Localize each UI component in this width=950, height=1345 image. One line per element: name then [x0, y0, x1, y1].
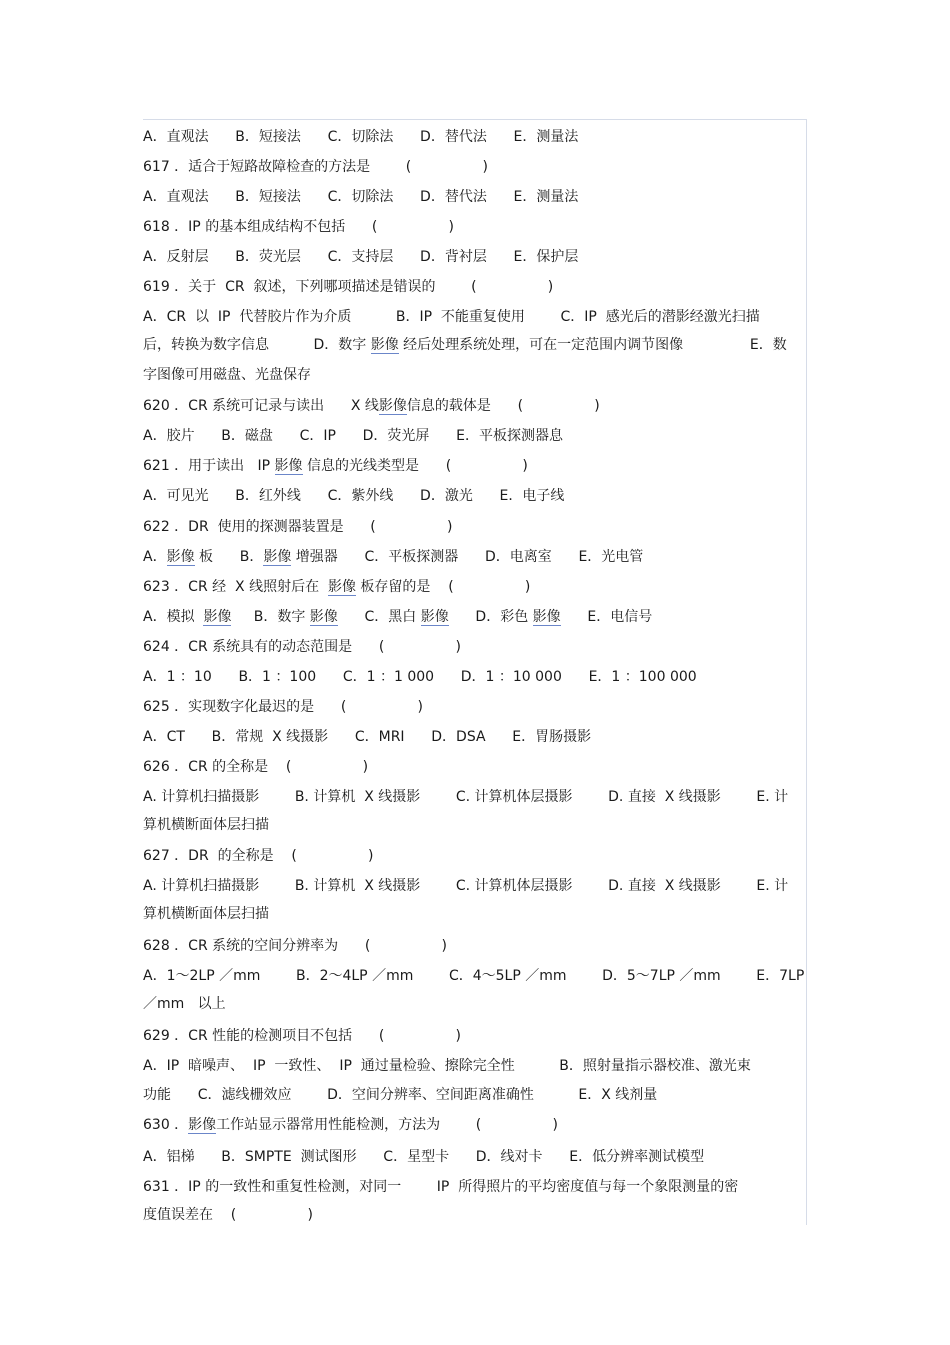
text-line	[143, 1173, 807, 1201]
text-segment: 619 ．关于 CR 叙述，下列哪项描述是错误的 ( )	[143, 279, 554, 295]
text-segment: A．铝梯 B．SMPTE 测试图形 C．星型卡 D．线对卡 E．低分辨率测试模型	[143, 1149, 705, 1165]
underlined-term: 影像	[188, 1117, 217, 1133]
underlined-term: 影像	[263, 549, 292, 565]
text-segment: C．黑白	[337, 609, 421, 625]
text-line	[143, 213, 807, 241]
text-line	[143, 303, 807, 331]
text-line	[143, 1143, 807, 1171]
underlined-term: 影像	[378, 398, 407, 414]
text-segment: A．1 ：10 B．1 ：100 C．1 ：1 000 D．1 ：10 000 E．1 ：100 000	[143, 669, 697, 685]
text-line	[143, 753, 807, 781]
text-line	[143, 1081, 807, 1109]
text-segment: 板存留的是 ( )	[355, 579, 531, 595]
underlined-term: 影像	[309, 609, 338, 625]
text-segment: 621 ．用于读出 IP	[143, 458, 275, 474]
text-line	[143, 361, 807, 389]
underlined-term: 影像	[532, 609, 561, 625]
text-segment: 625 ．实现数字化最迟的是 ( )	[143, 699, 423, 715]
text-line	[143, 482, 807, 510]
text-line	[143, 962, 807, 990]
text-line	[143, 633, 807, 661]
text-line	[143, 1201, 807, 1229]
text-line	[143, 331, 807, 359]
text-line	[143, 990, 807, 1018]
text-segment: 算机横断面体层扫描	[143, 817, 269, 833]
text-segment: 工作站显示器常用性能检测，方法为 ( )	[216, 1117, 558, 1133]
text-segment: 628 ．CR 系统的空间分辨率为 ( )	[143, 938, 447, 954]
text-line	[143, 123, 807, 151]
text-segment: 信息的光线类型是 ( )	[302, 458, 528, 474]
text-segment: A．胶片 B．磁盘 C．IP D．荧光屏 E．平板探测器息	[143, 428, 563, 444]
text-line	[143, 693, 807, 721]
text-segment: 功能 C．滤线栅效应 D．空间分辨率、空间距离准确性 E．X 线剂量	[143, 1087, 658, 1103]
text-segment: 624 ．CR 系统具有的动态范围是 ( )	[143, 639, 461, 655]
underlined-term: 影像	[203, 609, 232, 625]
underlined-term: 影像	[166, 549, 195, 565]
text-line	[143, 932, 807, 960]
text-segment: ／mm 以上	[143, 996, 226, 1012]
text-segment: A. 计算机扫描摄影 B. 计算机 X 线摄影 C. 计算机体层摄影 D. 直接 X 线摄影 E. 计	[143, 878, 789, 894]
text-line	[143, 452, 807, 480]
text-segment: 信息的载体是 ( )	[406, 398, 600, 414]
text-segment: 度值误差在 ( )	[143, 1207, 313, 1223]
text-line	[143, 573, 807, 601]
text-line	[143, 1111, 807, 1139]
text-segment: 算机横断面体层扫描	[143, 906, 269, 922]
text-segment: 字图像可用磁盘、光盘保存	[143, 367, 311, 383]
text-line	[143, 842, 807, 870]
underlined-term: 影像	[274, 458, 303, 474]
page-frame-top-border	[143, 119, 807, 120]
text-line	[143, 273, 807, 301]
text-segment: A．直观法 B．短接法 C．切除法 D．替代法 E．测量法	[143, 129, 579, 145]
underlined-term: 影像	[370, 337, 399, 353]
text-segment: A．反射层 B．荧光层 C．支持层 D．背衬层 E．保护层	[143, 249, 579, 265]
text-segment: 后，转换为数字信息 D．数字	[143, 337, 371, 353]
text-line	[143, 723, 807, 751]
underlined-term: 影像	[327, 579, 356, 595]
text-line	[143, 872, 807, 900]
text-segment: 622 ．DR 使用的探测器装置是 ( )	[143, 519, 453, 535]
text-line	[143, 392, 807, 420]
text-segment: A．CR 以 IP 代替胶片作为介质 B．IP 不能重复使用 C．IP 感光后的潜影经激光扫描	[143, 309, 760, 325]
text-line	[143, 153, 807, 181]
text-line	[143, 1022, 807, 1050]
text-segment: A．直观法 B．短接法 C．切除法 D．替代法 E．测量法	[143, 189, 579, 205]
text-line	[143, 543, 807, 571]
text-line	[143, 900, 807, 928]
text-line	[143, 243, 807, 271]
text-segment: A．1～2LP ／mm B．2～4LP ／mm C．4～5LP ／mm D．5～7LP ／mm E．7LP	[143, 968, 805, 984]
text-segment: A．CT B．常规 X 线摄影 C．MRI D．DSA E．胃肠摄影	[143, 729, 592, 745]
text-segment: A. 计算机扫描摄影 B. 计算机 X 线摄影 C. 计算机体层摄影 D. 直接 X 线摄影 E. 计	[143, 789, 789, 805]
text-line	[143, 513, 807, 541]
underlined-term: 影像	[420, 609, 449, 625]
text-segment: 631 ．IP 的一致性和重复性检测，对同一 IP 所得照片的平均密度值与每一个象限测量的密	[143, 1179, 739, 1195]
text-segment: D．彩色	[448, 609, 533, 625]
text-segment: 617 ．适合于短路故障检查的方法是 ( )	[143, 159, 488, 175]
text-segment: A．IP 暗噪声、 IP 一致性、 IP 通过量检验、擦除完全性 B．照射量指示器校准、激光束	[143, 1058, 751, 1074]
text-segment: A．	[143, 549, 167, 565]
text-segment: 620 ．CR 系统可记录与读出 X 线	[143, 398, 379, 414]
text-segment: 626 ．CR 的全称是 ( )	[143, 759, 369, 775]
text-segment: A．可见光 B．红外线 C．紫外线 D．激光 E．电子线	[143, 488, 565, 504]
text-segment: 629 ．CR 性能的检测项目不包括 ( )	[143, 1028, 461, 1044]
text-segment: 板 B．	[194, 549, 264, 565]
text-line	[143, 1052, 807, 1080]
text-segment: 627 ．DR 的全称是 ( )	[143, 848, 374, 864]
text-segment: 630 ．	[143, 1117, 189, 1133]
text-line	[143, 422, 807, 450]
text-segment: E．电信号	[560, 609, 653, 625]
text-line	[143, 783, 807, 811]
text-segment: 经后处理系统处理，可在一定范围内调节图像 E．数	[398, 337, 787, 353]
text-line	[143, 603, 807, 631]
text-line	[143, 183, 807, 211]
text-segment: 623 ．CR 经 X 线照射后在	[143, 579, 328, 595]
text-line	[143, 811, 807, 839]
text-line	[143, 663, 807, 691]
text-segment: 增强器 C．平板探测器 D．电离室 E．光电管	[291, 549, 644, 565]
text-segment: 618 ．IP 的基本组成结构不包括 ( )	[143, 219, 455, 235]
text-segment: A．模拟	[143, 609, 204, 625]
text-segment: B．数字	[231, 609, 310, 625]
